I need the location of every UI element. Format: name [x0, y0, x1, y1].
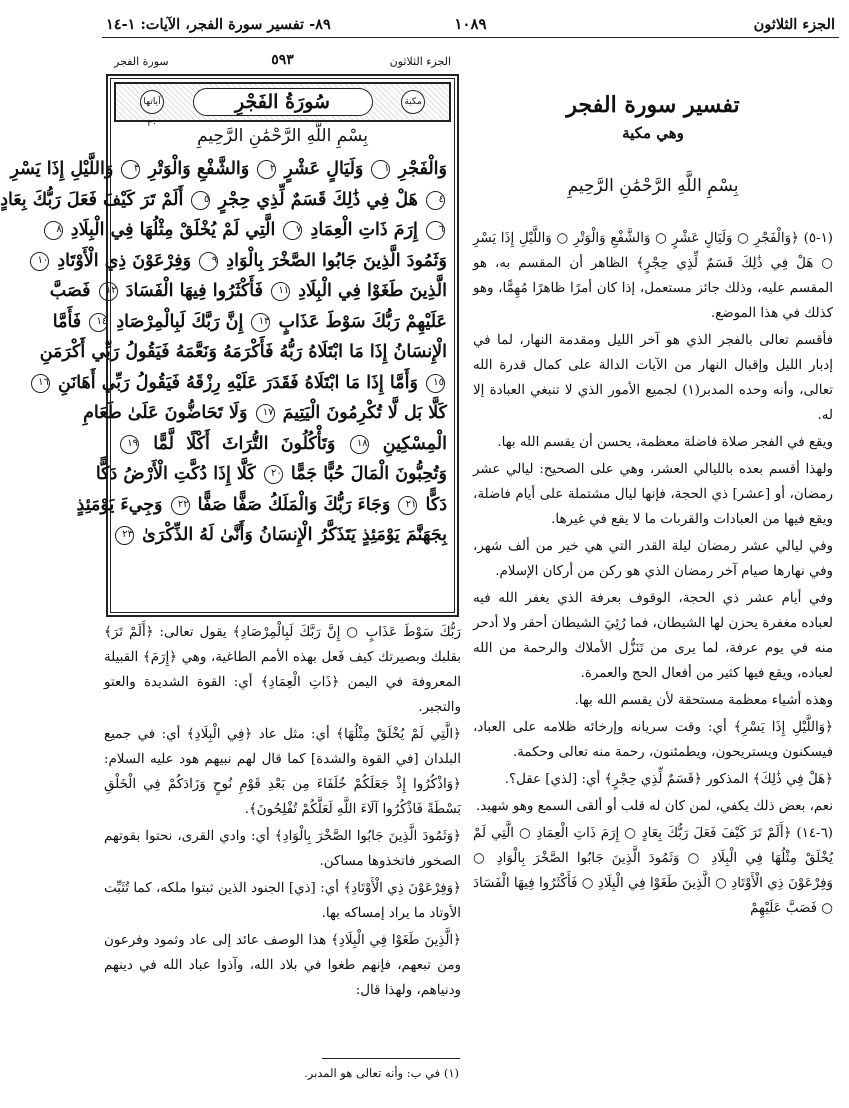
paragraph: (١-٥) ﴿وَالْفَجْرِ ○ وَلَيَالٍ عَشْرٍ ○ وَالشَّفْعِ وَالْوَتْرِ ○ وَاللَّيْلِ إِذَا يَسْرِ ○ هَلْ فِي ذَٰلِكَ قَسَمٌ لِّذِي حِجْرٍ﴾ الظاهر أن المقسم به، هو المقسم عليه، وذلك جائز مستعمل، إذا كان أمرًا ظاهرًا مُهِمًّا، وهو كذلك في هذا الموضع. [473, 231, 833, 321]
verse-number-marker: ٣ [121, 160, 140, 179]
verse-number-marker: ١١ [271, 282, 290, 301]
quran-line: الَّذِينَ طَغَوْا فِي الْبِلَادِ ١١ فَأَكْثَرُوا فِيهَا الْفَسَادَ ١٢ فَصَبَّ [49, 281, 447, 301]
paragraph: فأقسم تعالى بالفجر الذي هو آخر الليل ومقدمة النهار، لما في إدبار الليل وإقبال النهار من الآيات الدالة على كمال قدرة الله تعالى، وأنه وحده المدبر(١) لجميع الأمور الذي لا تنبغي العبادة إلا له. [473, 333, 833, 423]
mushaf-basmala: بِسْمِ اللَّهِ الرَّحْمَٰنِ الرَّحِيمِ [197, 126, 368, 146]
verse-number-marker: ٢١ [398, 496, 417, 515]
mushaf-part-label: الجزء الثلاثون [389, 55, 451, 68]
section-title: ٨٩- تفسير سورة الفجر، الآيات: ١-١٤ [106, 16, 331, 33]
verse-number-marker: ١٨ [350, 435, 369, 454]
quran-line: ٦ إِرَمَ ذَاتِ الْعِمَادِ ٧ الَّتِي لَمْ يُخْلَقْ مِثْلُهَا فِي الْبِلَادِ ٨ [118, 215, 447, 246]
quran-line: بِجَهَنَّمَ يَوْمَئِذٍ يَتَذَكَّرُ الْإِنسَانُ وَأَنَّىٰ لَهُ الذِّكْرَىٰ ٢٣ [118, 520, 447, 551]
left-column [104, 620, 461, 1003]
verse-number-marker: ١٠ [30, 252, 49, 271]
paragraph: رَبُّكَ سَوْطَ عَذَابٍ ○ إِنَّ رَبَّكَ لَبِالْمِرْصَادِ﴾ يقول تعالى: ﴿أَلَمْ تَرَ﴾ بقلبك وبصيرتك كيف فَعل بهذه الأمم الطاغية، وهي ﴿إِرَمَ﴾ القبيلة المعروفة في اليمن ﴿ذَاتِ الْعِمَادِ﴾ أي: القوة الشديدة والعتو والتجبر. [104, 625, 461, 715]
surah-title: سُورَةُ الفَجْرِ [193, 88, 373, 116]
verse-number-marker: ١٢ [99, 282, 118, 301]
verse-number-marker: ٨ [44, 221, 63, 240]
verse-number-marker: ٢ [257, 160, 276, 179]
verse-number-marker: ١ [371, 160, 390, 179]
paragraph: وفي أيام عشر ذي الحجة، الوقوف بعرفة الذي يغفر الله فيه لعباده مغفرة يحزن لها الشيطان، فما رُئِيَ الشيطان أحقر ولا أدحر منه في يوم عرفة، لما يرى من تَنَزُّل الأملاك والرحمة من الله لعباده، ويقع فيها كثير من أفعال الحج والعمرة. [473, 591, 833, 681]
paragraph: ﴿وَثَمُودَ الَّذِينَ جَابُوا الصَّخْرَ بِالْوَادِ﴾ أي: وادي القرى، نحتوا بقوتهم الصخور فاتخذوها مساكن. [104, 829, 461, 869]
verse-number-marker: ٩ [199, 252, 218, 271]
verse-number-marker: ٤ [426, 191, 445, 210]
surah-medal-left: آياتها ٣٠ [140, 90, 164, 114]
footnote: (١) في ب: وأنه تعالى هو المدبر. [304, 1066, 459, 1080]
basmala: بِسْمِ اللَّهِ الرَّحْمَٰنِ الرَّحِيمِ [567, 176, 739, 196]
paragraph: (٦-١٤) ﴿أَلَمْ تَرَ كَيْفَ فَعَلَ رَبُّكَ بِعَادٍ ○ إِرَمَ ذَاتِ الْعِمَادِ ○ الَّتِي لَمْ يُخْلَقْ مِثْلُهَا فِي الْبِلَادِ ○ وَثَمُودَ الَّذِينَ جَابُوا الصَّخْرَ بِالْوَادِ ○ وَفِرْعَوْنَ ذِي الْأَوْتَادِ ○ الَّذِينَ طَغَوْا فِي الْبِلَادِ ○ فَأَكْثَرُوا فِيهَا الْفَسَادَ ○ فَصَبَّ عَلَيْهِمْ [473, 826, 833, 916]
right-column [473, 92, 833, 921]
verse-number-marker: ٢٣ [115, 526, 134, 545]
page-header [102, 10, 839, 38]
quran-line: وَثَمُودَ الَّذِينَ جَابُوا الصَّخْرَ بِالْوَادِ ٩ وَفِرْعَوْنَ ذِي الْأَوْتَادِ ١٠ [118, 246, 447, 277]
quran-line: ١٥ وَأَمَّا إِذَا مَا ابْتَلَاهُ فَقَدَرَ عَلَيْهِ رِزْقَهُ فَيَقُولُ رَبِّي أَهَانَنِ ١٦ [118, 368, 447, 399]
verse-number-marker: ١٦ [31, 374, 50, 393]
quran-text [0, 154, 447, 551]
paragraph: ﴿هَلْ فِي ذَٰلِكَ﴾ المذكور ﴿قَسَمٌ لِّذِي حِجْرٍ﴾ أي: [لذي] عقل؟. [504, 772, 833, 787]
paragraph: وفي ليالي عشر رمضان ليلة القدر التي هي خير من ألف شهر، وفي نهارها صيام آخر رمضان الذي هو ركن من أركان الإسلام. [473, 539, 833, 579]
quran-line: كَلَّا بَل لَّا تُكْرِمُونَ الْيَتِيمَ ١٧ وَلَا تَحَاضُّونَ عَلَىٰ طَعَامِ [83, 403, 447, 423]
mushaf-page-number: ٥٩٣ [271, 52, 294, 68]
quran-line: الْمِسْكِينِ ١٨ وَتَأْكُلُونَ التُّرَاثَ أَكْلًا لَّمًّا ١٩ [118, 429, 447, 460]
mushaf-header [106, 52, 459, 72]
verse-number-marker: ٥ [191, 191, 210, 210]
tafsir-subtitle: وهي مكية [622, 124, 684, 142]
paragraph: وهذه أشياء معظمة مستحقة لأن يقسم الله بها. [574, 693, 833, 708]
quran-line: وَتُحِبُّونَ الْمَالَ حُبًّا جَمًّا ٢٠ كَلَّا إِذَا دُكَّتِ الْأَرْضُ دَكًّا [95, 464, 447, 484]
verse-number-marker: ١٧ [256, 404, 275, 423]
quran-line: ٤ هَلْ فِي ذَٰلِكَ قَسَمٌ لِّذِي حِجْرٍ ٥ أَلَمْ تَرَ كَيْفَ فَعَلَ رَبُّكَ بِعَادٍ [0, 189, 444, 210]
paragraph: نعم، بعض ذلك يكفي، لمن كان له قلب أو ألقى السمع وهو شهيد. [475, 799, 833, 814]
paragraph: ويقع في الفجر صلاة فاضلة معظمة، يحسن أن يقسم الله بها. [497, 435, 833, 450]
verse-number-marker: ١٤ [89, 313, 108, 332]
page-number: ١٠٨٩ [454, 15, 487, 33]
surah-title-band [114, 82, 451, 129]
verse-number-marker: ١٥ [426, 374, 445, 393]
tafsir-title: تفسير سورة الفجر [566, 92, 740, 118]
part-title: الجزء الثلاثون [753, 16, 835, 33]
verse-number-marker: ٦ [426, 221, 445, 240]
paragraph: ﴿الَّتِي لَمْ يُخْلَقْ مِثْلُهَا﴾ أي: مثل عاد ﴿فِي الْبِلَادِ﴾ أي: في جميع البلدان [في القوة والشدة] كما قال لهم نبيهم هود عليه السلام: ﴿وَاذْكُرُوا إِذْ جَعَلَكُمْ خُلَفَاءَ مِن بَعْدِ قَوْمِ نُوحٍ وَزَادَكُمْ فِي الْخَلْقِ بَسْطَةً فَاذْكُرُوا آلَاءَ اللَّهِ لَعَلَّكُمْ تُفْلِحُونَ﴾. [104, 727, 461, 817]
paragraph: ولهذا أقسم بعده بالليالي العشر، وهي على الصحيح: ليالي عشر رمضان، أو [عشر] ذي الحجة، فإنها ليال مشتملة على أيام فاضلة، ويقع فيها من العبادات والقربات ما لا يقع في غيرها. [473, 462, 833, 527]
paragraph: ﴿وَفِرْعَوْنَ ذِي الْأَوْتَادِ﴾ أي: [ذي] الجنود الذين ثبتوا ملكه، كما تُثَبِّت الأوتاد ما يراد إمساكه بها. [104, 881, 461, 921]
quran-line: دَكًّا ٢١ وَجَاءَ رَبُّكَ وَالْمَلَكُ صَفًّا صَفًّا ٢٢ وَجِيءَ يَوْمَئِذٍ [76, 494, 447, 515]
verse-number-marker: ١٣ [251, 313, 270, 332]
verse-number-marker: ١٩ [120, 435, 139, 454]
verse-number-marker: ٢٢ [171, 496, 190, 515]
quran-line: وَالْفَجْرِ ١ وَلَيَالٍ عَشْرٍ ٢ وَالشَّفْعِ وَالْوَتْرِ ٣ وَاللَّيْلِ إِذَا يَسْرِ [10, 159, 447, 179]
quran-line: الْإِنسَانُ إِذَا مَا ابْتَلَاهُ رَبُّهُ فَأَكْرَمَهُ وَنَعَّمَهُ فَيَقُولُ رَبِّي أَكْرَمَنِ [39, 342, 447, 362]
surah-medal-right: مكية [401, 90, 425, 114]
quran-line: عَلَيْهِمْ رَبُّكَ سَوْطَ عَذَابٍ ١٣ إِنَّ رَبَّكَ لَبِالْمِرْصَادِ ١٤ فَأَمَّا [52, 311, 447, 332]
verse-number-marker: ٧ [283, 221, 302, 240]
verse-number-marker: ٢٠ [264, 465, 283, 484]
mushaf-page [0, 52, 459, 617]
mushaf-surah-label: سورة الفجر [114, 55, 169, 68]
paragraph: ﴿الَّذِينَ طَغَوْا فِي الْبِلَادِ﴾ هذا الوصف عائد إلى عاد وثمود وفرعون ومن تبعهم، فإنهم طغوا في بلاد الله، وآذوا عباد الله في دينهم ودنياهم، ولهذا قال: [104, 933, 461, 998]
footnote-divider [322, 1058, 460, 1059]
paragraph: ﴿وَاللَّيْلِ إِذَا يَسْرِ﴾ أي: وقت سريانه وإرخائه ظلامه على العباد، فيسكنون ويستريحون، ويطمئنون، رحمة منه تعالى وحكمة. [473, 720, 833, 760]
